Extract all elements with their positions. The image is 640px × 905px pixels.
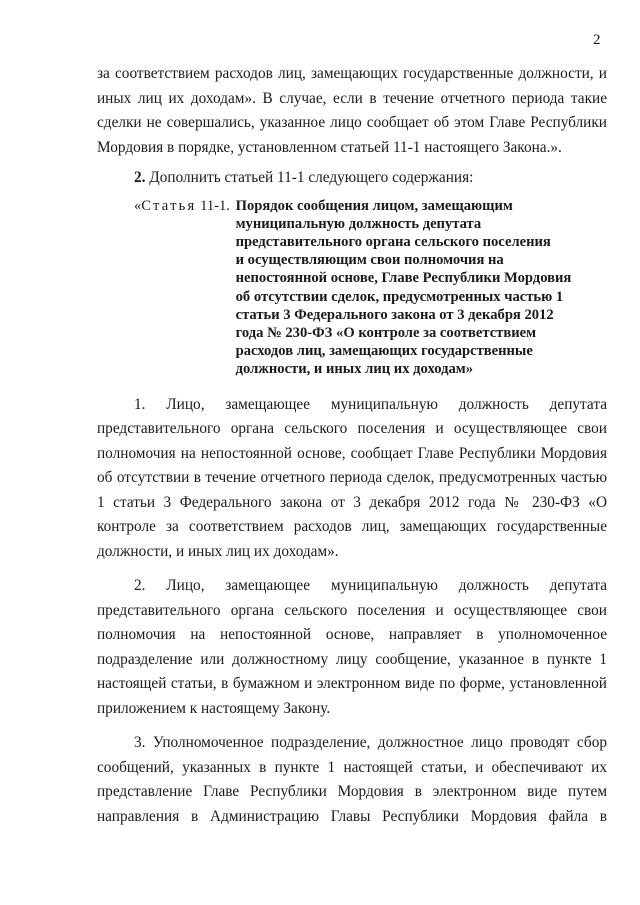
item-2-paragraph	[97, 166, 607, 191]
text-line: 1 статьи 3 Федерального закона от 3 декабря 2012 года № 230-ФЗ «О	[97, 493, 607, 511]
article-title-line: муниципальную должность депутата	[235, 215, 482, 232]
article-heading	[134, 197, 607, 379]
text-line: приложением к настоящему Закону.	[97, 699, 331, 717]
article-title-line: года № 230-ФЗ «О контроле за соответствием	[235, 324, 537, 341]
text-line: 2. Лицо, замещающее муниципальную должность депутата	[134, 577, 607, 595]
paragraph-2	[97, 574, 607, 721]
text-line: 3. Уполномоченное подразделение, должностное лицо проводят сбор	[134, 734, 607, 752]
text-line: представительного органа сельского поселения и осуществляющее свои	[97, 601, 607, 619]
item-2-number: 2.	[134, 169, 146, 186]
text-line: иных лиц их доходам». В случае, если в течение отчетного периода такие	[97, 89, 607, 107]
article-title-line: Порядок сообщения лицом, замещающим	[235, 197, 513, 214]
text-line: представительного органа сельского поселения и осуществляющее свои	[97, 420, 607, 438]
text-line: направления в Администрацию Главы Республики Мордовия файла в	[97, 807, 607, 825]
article-title-line: расходов лиц, замещающих государственные	[235, 343, 533, 360]
text-line: за соответствием расходов лиц, замещающих государственные должности, и	[97, 65, 607, 82]
text-line: должности, и иных лиц их доходам».	[97, 542, 339, 560]
text-line: контроле за соответствием расходов лиц, замещающих государственные	[97, 518, 607, 536]
text-line: 1. Лицо, замещающее муниципальную должность депутата	[134, 395, 607, 413]
article-title	[236, 197, 607, 379]
article-word: Статья	[141, 197, 197, 214]
text-line: представление Главе Республики Мордовия в электронном виде путем	[97, 783, 607, 801]
text-line: полномочия на непостоянной основе, направляет в уполномоченное	[97, 626, 607, 644]
text-line: об отсутствии в течение отчетного периода сделок, предусмотренных частью	[97, 469, 607, 487]
text-line: сделки не совершались, указанное лицо сообщает об этом Главе Республики	[97, 114, 607, 131]
article-title-line: и осуществляющим свои полномочия на	[235, 252, 504, 269]
article-title-line: об отсутствии сделок, предусмотренных частью 1	[235, 288, 564, 305]
paragraph-3	[97, 731, 607, 829]
intro-paragraph	[97, 62, 607, 160]
paragraph-1	[97, 393, 607, 565]
article-title-line: непостоянной основе, Главе Республики Мордовия	[235, 270, 572, 287]
document-body	[97, 62, 607, 829]
article-title-line: должности, и иных лиц их доходам»	[235, 361, 473, 378]
article-quote: «	[134, 197, 142, 214]
text-line: подразделение или должностному лицу сообщение, указанное в пункте 1	[97, 650, 607, 668]
page-number: 2	[593, 32, 601, 48]
article-number: 11-1.	[196, 197, 234, 214]
text-line: полномочия на непостоянной основе, сообщает Главе Республики Мордовия	[97, 444, 607, 462]
article-title-line: представительного органа сельского поселения	[235, 233, 551, 250]
article-label	[134, 197, 236, 215]
article-title-line: статьи 3 Федерального закона от 3 декабря 2012	[235, 306, 554, 323]
item-2-text: Дополнить статьей 11-1 следующего содержания:	[145, 169, 474, 186]
text-line: настоящей статьи, в бумажном и электронном виде по форме, установленной	[97, 675, 607, 693]
text-line: сообщений, указанных в пункте 1 настоящей статьи, и обеспечивают их	[97, 758, 607, 776]
text-line: Мордовия в порядке, установленном статьей 11-1 настоящего Закона.».	[97, 138, 562, 156]
